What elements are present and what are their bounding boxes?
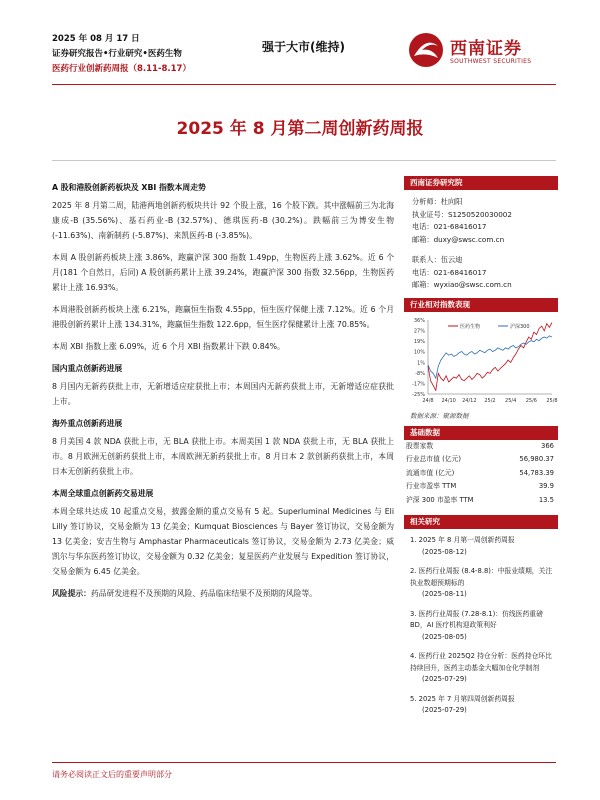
related-item-date: (2025-07-29) — [422, 675, 467, 683]
related-item-title: 4. 医药行业 2025Q2 持仓分析：医药持仓环比持续回升，医药主动基金大幅加仓化学制剂 — [410, 652, 552, 672]
report-date: 2025 年 08 月 17 日 — [52, 34, 140, 44]
base-data-title: 基础数据 — [404, 426, 558, 440]
legend-label: 沪深300 — [510, 323, 530, 330]
footer-divider — [52, 762, 556, 763]
related-item-title: 3. 医药行业周报 (7.28-8.1)：仿线医药重磅 BD，AI 医疗机构迎政策利好 — [410, 609, 543, 629]
related-research-list — [404, 529, 558, 717]
y-tick-label: 19% — [413, 338, 425, 345]
header-meta — [52, 32, 191, 77]
base-data-key: 股票家数 — [406, 441, 434, 450]
related-item[interactable] — [410, 535, 554, 558]
sidebar — [404, 176, 558, 725]
contact-phone: 电话：021-68416017 — [412, 267, 487, 277]
section-heading-market: A 股和港股创新药板块及 XBI 指数本周走势 — [52, 183, 206, 192]
y-tick-label: -8% — [415, 370, 425, 377]
paragraph-market-summary: 2025 年 8 月第二周，陆港两地创新药板块共计 92 个股上涨，16 个股下跌。其中涨幅前三为北海康成-B (35.56%)、基石药业-B (32.57%)、德琪医药-B (30.2%)。跌幅前三为博安生物 (-11.63%)、南新制药 (-5.87%)、来凯医药-B (-3.85%)。 — [52, 201, 394, 240]
series-line-1 — [428, 322, 552, 390]
section-heading-domestic: 国内重点创新药进展 — [52, 364, 123, 373]
x-tick-label: 24/12 — [462, 397, 477, 404]
analyst-email: 邮箱：duxy@swsc.com.cn — [412, 234, 505, 244]
related-item-title: 5. 2025 年 7 月第四周创新药周报 — [410, 694, 515, 703]
related-item-date: (2025-08-11) — [422, 590, 467, 598]
related-title: 相关研究 — [404, 515, 558, 529]
x-tick-label: 24/8 — [422, 397, 434, 404]
base-data-key: 流通市值 (亿元) — [406, 468, 455, 477]
company-logo — [408, 30, 558, 74]
report-category: 证券研究报告•行业研究•医药生物 — [52, 49, 182, 59]
relative-index-chart — [404, 312, 558, 408]
x-tick-label: 25/6 — [525, 397, 537, 404]
analyst-cert: 执业证号：S1250520030002 — [412, 209, 512, 219]
base-data-row — [404, 440, 558, 454]
related-item-date: (2025-08-05) — [422, 632, 467, 641]
y-tick-label: -17% — [412, 380, 425, 387]
base-data-key: 行业总市值 (亿元) — [406, 455, 462, 463]
main-content — [52, 176, 394, 608]
base-data-row — [404, 494, 558, 508]
institute-title: 西南证券研究院 — [404, 176, 558, 190]
related-item-date: (2025-07-29) — [422, 706, 467, 714]
section-heading-deals: 本周全球重点创新药交易进展 — [52, 489, 154, 498]
perf-chart-title: 行业相对指数表现 — [404, 298, 558, 312]
y-tick-label: 1% — [417, 359, 425, 366]
paragraph-overseas: 8 月美国 4 款 NDA 获批上市，无 BLA 获批上市。本周美国 1 款 NDA 获批上市，无 BLA 获批上市。8 月欧洲无创新药获批上市，本周欧洲无新药获批上市。8 月日本 2 款创新药获批上市，本周日本无创新药获批上市。 — [52, 437, 394, 476]
paragraph-a-share: 本周 A 股创新药板块上涨 3.86%，跑赢沪深 300 指数 1.49pp，生物医药上涨 3.62%。近 6 个月(181 个自然日，后同) A 股创新药累计上涨 39.24%，跑赢沪深 300 指数 32.56pp，生物医药累计上涨 16.93%。 — [52, 253, 394, 292]
base-data-value: 366 — [541, 441, 554, 450]
base-data-key: 行业市盈率 TTM — [406, 482, 457, 490]
y-tick-label: 27% — [413, 328, 425, 335]
analyst-phone: 电话：021-68416017 — [412, 222, 487, 231]
x-tick-label: 25/8 — [546, 397, 558, 404]
legend-label: 医药生物 — [460, 323, 481, 330]
related-item[interactable] — [410, 694, 554, 717]
base-data-row — [404, 453, 558, 467]
base-data-key: 沪深 300 市盈率 TTM — [406, 495, 474, 504]
performance-chart-section — [404, 298, 558, 426]
base-data-row — [404, 480, 558, 494]
series-line-2 — [428, 335, 552, 377]
paragraph-deals: 本周全球共达成 10 起重点交易，披露金额的重点交易有 5 起。Superluminal Medicines 与 Eli Lilly 签订协议，交易金额为 13 亿美金；Kumquat Biosciences 与 Bayer 签订协议，交易金额为 13 亿美金；安吉生物与 Amphastar Pharmaceuticals 签订协议，交易金额为 2.73 亿美金；威凯尔与华东医药签订协议，交易金额为 0.32 亿美金；复星医药产业发展与 Expedition 签订协议，交易金额为 6.45 亿美金。 — [52, 507, 394, 576]
risk-label: 风险提示： — [52, 589, 91, 598]
related-item-title: 2. 医药行业周报 (8.4-8.8)：中报业绩期，关注执业数超预期标的 — [410, 567, 553, 587]
chart-source: 数据来源：聚源数据 — [410, 411, 469, 420]
contact-email: 邮箱：wyxiao@swsc.com.cn — [412, 280, 512, 289]
base-data-table — [404, 440, 558, 508]
x-tick-label: 25/2 — [484, 397, 496, 404]
page-title: 2025 年 8 月第二周创新药周报 — [176, 119, 424, 139]
logo-text-cn: 西南证券 — [450, 39, 522, 59]
paragraph-domestic: 8 月国内无新药获批上市，无新增适应症获批上市；本周国内无新药获批上市，无新增适应症获批上市。 — [52, 382, 394, 406]
x-tick-label: 25/4 — [505, 397, 517, 404]
title-divider — [52, 160, 556, 161]
footer-disclaimer: 请务必阅读正文后的重要声明部分 — [52, 770, 172, 779]
base-data-row — [404, 467, 558, 481]
contact-name: 联系人：伍云迪 — [412, 255, 463, 264]
section-heading-overseas: 海外重点创新药进展 — [52, 419, 123, 428]
logo-text-en: SOUTHWEST SECURITIES — [450, 58, 532, 65]
analyst-name: 分析师：杜向阳 — [412, 197, 463, 206]
y-tick-label: 10% — [413, 349, 425, 356]
base-data-value: 54,783.39 — [519, 468, 554, 477]
report-series: 医药行业创新药周报（8.11-8.17） — [52, 64, 191, 74]
related-item-date: (2025-08-12) — [422, 547, 467, 556]
base-data-value: 13.5 — [538, 495, 554, 504]
logo-mark-icon — [408, 32, 444, 68]
related-item[interactable] — [410, 566, 554, 601]
paragraph-hk-share: 本周港股创新药板块上涨 6.21%，跑赢恒生指数 4.55pp，恒生医疗保健上涨 7.12%。近 6 个月港股创新药累计上涨 134.31%，跑赢恒生指数 122.6pp，恒生医疗保健累计上涨 70.85%。 — [52, 305, 394, 329]
risk-text: 药品研发进程不及预期的风险、药品临床结果不及预期的风险等。 — [90, 589, 318, 598]
related-item-title: 1. 2025 年 8 月第一周创新药周报 — [410, 536, 515, 544]
analyst-contact — [404, 190, 558, 294]
related-item[interactable] — [410, 609, 554, 644]
paragraph-xbi: 本周 XBI 指数上涨 6.09%，近 6 个月 XBI 指数累计下跌 0.84%。 — [52, 342, 285, 351]
base-data-value: 39.9 — [538, 482, 554, 490]
industry-rating: 强于大市(维持) — [262, 40, 345, 54]
y-tick-label: -25% — [412, 391, 425, 398]
related-item[interactable] — [410, 651, 554, 686]
y-tick-label: 36% — [413, 317, 425, 324]
x-tick-label: 24/10 — [441, 397, 456, 404]
header-divider — [52, 84, 556, 85]
base-data-value: 56,980.37 — [519, 455, 554, 463]
risk-warning — [52, 586, 394, 601]
